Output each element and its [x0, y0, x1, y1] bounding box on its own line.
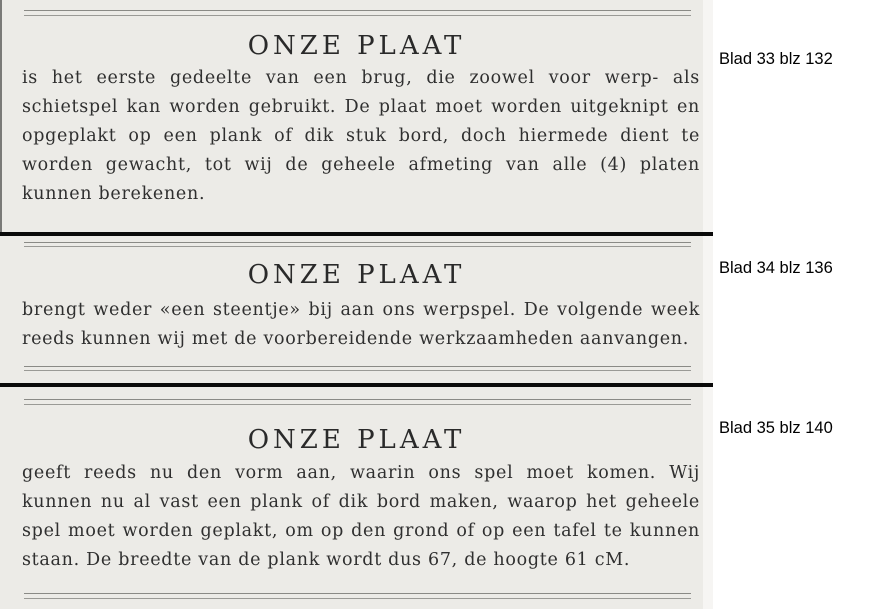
clipping-heading: ONZE PLAAT: [247, 425, 466, 455]
top-rule-double: [24, 246, 691, 247]
clipping-heading: ONZE PLAAT: [247, 260, 466, 290]
page-reference-label: Blad 33 blz 132: [719, 50, 833, 68]
page-reference-label: Blad 34 blz 136: [719, 259, 833, 277]
clipping-blad-35: [0, 387, 713, 609]
clipping-text: is het eerste gedeelte van een brug, die zoowel voor werp- als schietspel kan worden gebruikt. De plaat moet worden uitgeknipt en opgeplakt op een plank of dik stuk bord, doch hiermede dient te worden gewacht, tot wij de geheele afmeting van alle (4) platen kunnen berekenen.: [22, 68, 700, 204]
top-rule: [24, 10, 691, 11]
bottom-rule: [24, 366, 691, 367]
clipping-text: geeft reeds nu den vorm aan, waarin ons spel moet komen. Wij kunnen nu al vast een plank of dik bord maken, waarop het geheele spel moet worden geplakt, om op den grond of op een tafel te kunnen staan. De breedte van de plank wordt dus 67, de hoogte 61 cM.: [22, 463, 700, 570]
bottom-rule-double: [24, 598, 691, 599]
clipping-blad-33: [0, 0, 713, 234]
clipping-text: brengt weder «een steentje» bij aan ons werpspel. De volgende week reeds kunnen wij met de voorbereidende werkzaamheden aanvangen.: [22, 300, 700, 349]
top-rule: [24, 399, 691, 400]
top-rule-double: [24, 404, 691, 405]
page-reference-label: Blad 35 blz 140: [719, 419, 833, 437]
bottom-rule: [24, 593, 691, 594]
top-rule: [24, 242, 691, 243]
top-rule-double: [24, 15, 691, 16]
clipping-blad-34: [0, 236, 713, 384]
bottom-rule-double: [24, 370, 691, 371]
clipping-heading: ONZE PLAAT: [247, 31, 466, 61]
